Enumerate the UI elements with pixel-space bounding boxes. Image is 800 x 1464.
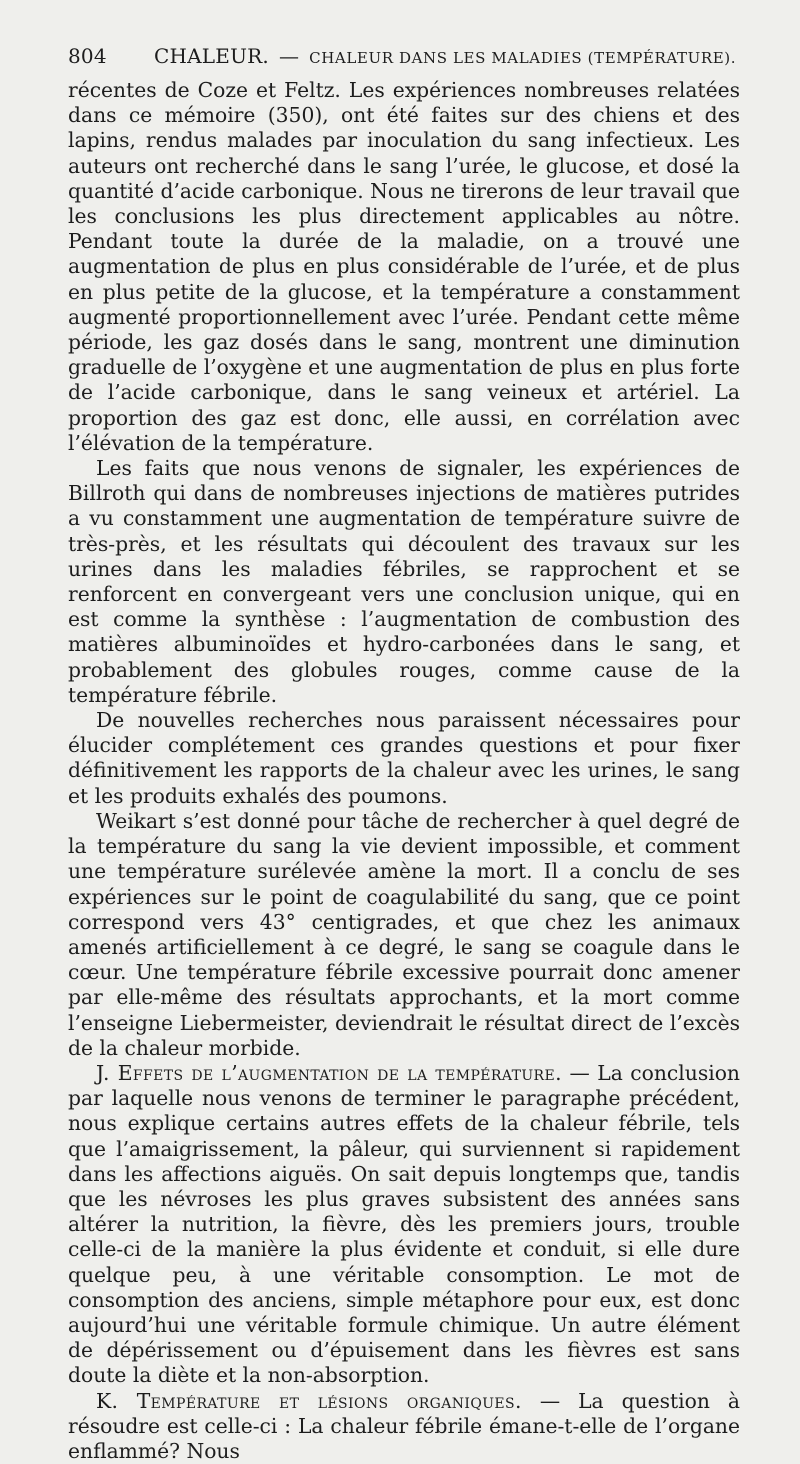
section-heading-j: J. Effets de l’augmentation de la température. [96, 1060, 562, 1085]
section-k [68, 1389, 740, 1464]
section-j [68, 1061, 740, 1389]
paragraph-4 [68, 809, 740, 1061]
paragraph-3 [68, 708, 740, 809]
page-number: 804 [68, 44, 107, 68]
running-subtitle: CHALEUR DANS LES MALADIES (TEMPÉRATURE). [309, 49, 737, 67]
paragraph-text: — La conclusion par laquelle nous venons de terminer le paragraphe précédent, nous explique certains autres effets de la chaleur fébrile, tels que l’amaigrissement, la pâleur, qui surviennent si rapidement dans les affections aiguës. On sait depuis longtemps que, tandis que les névroses les plus graves subsistent des années sans altérer la nutrition, la fièvre, dès les premiers jours, trouble celle-ci de la manière la plus évidente et conduit, si elle dure quelque peu, à une véritable consomption. Le mot de consomption des anciens, simple métaphore pour eux, est donc aujourd’hui une véritable formule chimique. Un autre élément de dépérissement ou d’épuisement dans les fièvres est sans doute la diète et la non-absorption. [68, 1060, 740, 1388]
running-header [68, 44, 740, 78]
paragraph-1 [68, 78, 740, 456]
paragraph-text: — La question à résoudre est celle-ci : La chaleur fébrile émane-t-elle de l’organe enflammé? Nous [68, 1388, 740, 1463]
running-title: CHALEUR. [154, 44, 269, 68]
paragraph-text: De nouvelles recherches nous paraissent nécessaires pour élucider complétement ces grandes questions et pour fixer définitivement les rapports de la chaleur avec les urines, le sang et les produits exhalés des poumons. [68, 708, 740, 808]
book-page [68, 44, 740, 1464]
paragraph-text: Weikart s’est donné pour tâche de rechercher à quel degré de la température du sang la vie devient impossible, et comment une température surélevée amène la mort. Il a conclu de ses expériences sur le point de coagulabilité du sang, que ce point correspond vers 43° centigrades, et que chez les animaux amenés artificiellement à ce degré, le sang se coagule dans le cœur. Une température fébrile excessive pourrait donc amener par elle-même des résultats approchants, et la mort comme l’enseigne Liebermeister, deviendrait le résultat direct de l’excès de la chaleur morbide. [68, 808, 740, 1060]
page-body [68, 78, 740, 1464]
header-dash: — [278, 44, 300, 68]
paragraph-text: récentes de Coze et Feltz. Les expériences nombreuses relatées dans ce mémoire (350), ont été faites sur des chiens et des lapins, rendus malades par inoculation du sang infectieux. Les auteurs ont recherché dans le sang l’urée, le glucose, et dosé la quantité d’acide carbonique. Nous ne tirerons de leur travail que les conclusions les plus directement applicables au nôtre. Pendant toute la durée de la maladie, on a trouvé une augmentation de plus en plus considérable de l’urée, et de plus en plus petite de la glucose, et la température a constamment augmenté proportionnellement avec l’urée. Pendant cette même période, les gaz dosés dans le sang, montrent une diminution graduelle de l’oxygène et une augmentation de plus en plus forte de l’acide carbonique, dans le sang veineux et artériel. La proportion des gaz est donc, elle aussi, en corrélation avec l’élévation de la température. [68, 78, 740, 455]
section-heading-k: K. Température et lésions organiques. [96, 1388, 522, 1413]
paragraph-text: Les faits que nous venons de signaler, les expériences de Billroth qui dans de nombreuses injections de matières putrides a vu constamment une augmentation de température suivre de très-près, et les résultats qui découlent des travaux sur les urines dans les maladies fébriles, se rapprochent et se renforcent en convergeant vers une conclusion unique, qui en est comme la synthèse : l’augmentation de combustion des matières albuminoïdes et hydro-carbonées dans le sang, et probablement des globules rouges, comme cause de la température fébrile. [68, 456, 740, 707]
paragraph-2 [68, 456, 740, 708]
